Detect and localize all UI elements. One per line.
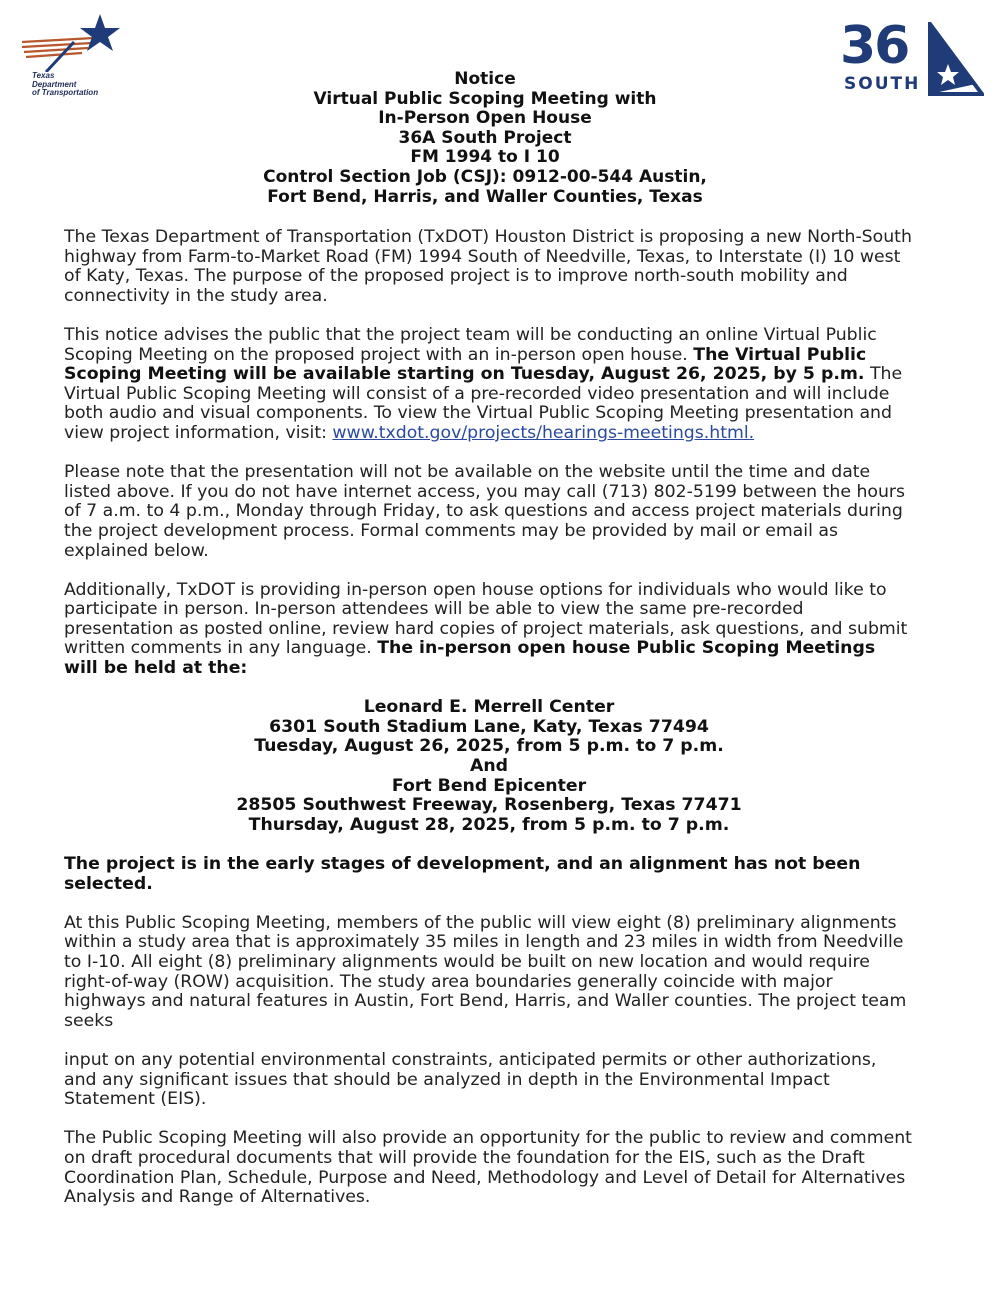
venue-date: Tuesday, August 26, 2025, from 5 p.m. to 7 p.m. — [254, 736, 724, 757]
in-person-heading: The in-person open house Public Scoping Meetings will be held at the: — [64, 638, 876, 679]
venue-list — [64, 698, 914, 835]
notice-body — [64, 228, 914, 1227]
header-line: Fort Bend, Harris, and Waller Counties, Texas — [267, 186, 703, 207]
txdot-text-line: Texas — [32, 71, 55, 80]
header-line: Control Section Job (CSJ): 0912-00-544 Austin, — [263, 166, 707, 187]
triangle-flag-icon — [928, 22, 984, 98]
venue-name: Fort Bend Epicenter — [391, 775, 587, 796]
paragraph-procedural-docs: The Public Scoping Meeting will also provide an opportunity for the public to review and comment on draft procedural documents that will provide the foundation for the EIS, such as the Draft Coordination Plan, Schedule, Purpose and Need, Methodology and Level of Detail for Alternatives Analysis and Range of Alternatives. — [64, 1128, 912, 1208]
notice-title: Notice — [454, 69, 516, 89]
txdot-logo-text — [32, 72, 142, 98]
logo-number: 36 — [840, 16, 909, 76]
header-line: FM 1994 to I 10 — [410, 147, 560, 168]
paragraph-in-person — [64, 581, 914, 679]
txdot-text-line: of Transportation — [32, 88, 99, 97]
paragraph-project-proposal: The Texas Department of Transportation (TxDOT) Houston District is proposing a new North-South highway from Farm-to-Market Road (FM) 1994 South of Needville, Texas, to Interstate (I) 10 west of Katy, Texas. The purpose of the proposed project is to improve north-south mobility and connectivity in the study area. — [64, 227, 912, 306]
logo-word: SOUTH — [844, 74, 921, 94]
venue-date: Thursday, August 28, 2025, from 5 p.m. to 7 p.m. — [248, 814, 730, 835]
paragraph-text: The Virtual Public Scoping Meeting will consist of a pre-recorded video presentation and will include both audio and visual components. To view the Virtual Public Scoping Meeting presentation and view project information, visit: — [64, 364, 903, 443]
paragraph-text: This notice advises the public that the project team will be conducting an online Virtual Public Scoping Meeting on the proposed project with an in-person open house. — [64, 324, 877, 365]
venue-name: Leonard E. Merrell Center — [363, 697, 615, 718]
header-line: In-Person Open House — [378, 108, 592, 129]
paragraph-internet-access: Please note that the presentation will not be available on the website until the time and date listed above. If you do not have internet access, you may call (713) 802-5199 between the hours of 7 a.m. to 4 p.m., Monday through Friday, to ask questions and access project materials during the project development process. Formal comments may be provided by mail or email as explained below. — [64, 462, 906, 561]
hearings-meetings-link[interactable]: www.txdot.gov/projects/hearings-meetings.html. — [332, 422, 755, 443]
project-36a-logo — [836, 16, 986, 100]
meeting-availability: The Virtual Public Scoping Meeting will be available starting on Tuesday, August 26, 2025, by 5 p.m. — [64, 344, 867, 385]
header-line: 36A South Project — [398, 127, 572, 148]
paragraph-alignments: At this Public Scoping Meeting, members of the public will view eight (8) preliminary alignments within a study area that is approximately 35 miles in length and 23 miles in width from Needville to I-10. All eight (8) preliminary alignments would be built on new location and would require right-of-way (ROW) acquisition. The study area boundaries generally coincide with major highways and natural features in Austin, Fort Bend, Harris, and Waller counties. The project team seeks — [64, 912, 907, 1031]
txdot-logo — [16, 12, 136, 96]
venue-address: 28505 Southwest Freeway, Rosenberg, Texas 77471 — [236, 795, 742, 816]
texas-star-icon — [16, 12, 136, 72]
early-stage-statement: The project is in the early stages of development, and an alignment has not been selected. — [64, 854, 861, 894]
txdot-text-line: Department — [32, 79, 77, 89]
venue-address: 6301 South Stadium Lane, Katy, Texas 77494 — [269, 716, 709, 737]
paragraph-input: input on any potential environmental constraints, anticipated permits or other authorizations, and any significant issues that should be analyzed in depth in the Environmental Impact Statement (EIS). — [64, 1049, 877, 1110]
notice-header — [160, 70, 810, 207]
paragraph-text: Additionally, TxDOT is providing in-person open house options for individuals who would like to participate in person. In-person attendees will be able to view the same pre-recorded presentation as posted online, review hard copies of project materials, ask questions, and submit written comments in any language. — [64, 579, 908, 659]
venue-separator: And — [469, 756, 509, 777]
header-line: Virtual Public Scoping Meeting with — [313, 88, 657, 109]
paragraph-virtual-meeting — [64, 326, 914, 444]
